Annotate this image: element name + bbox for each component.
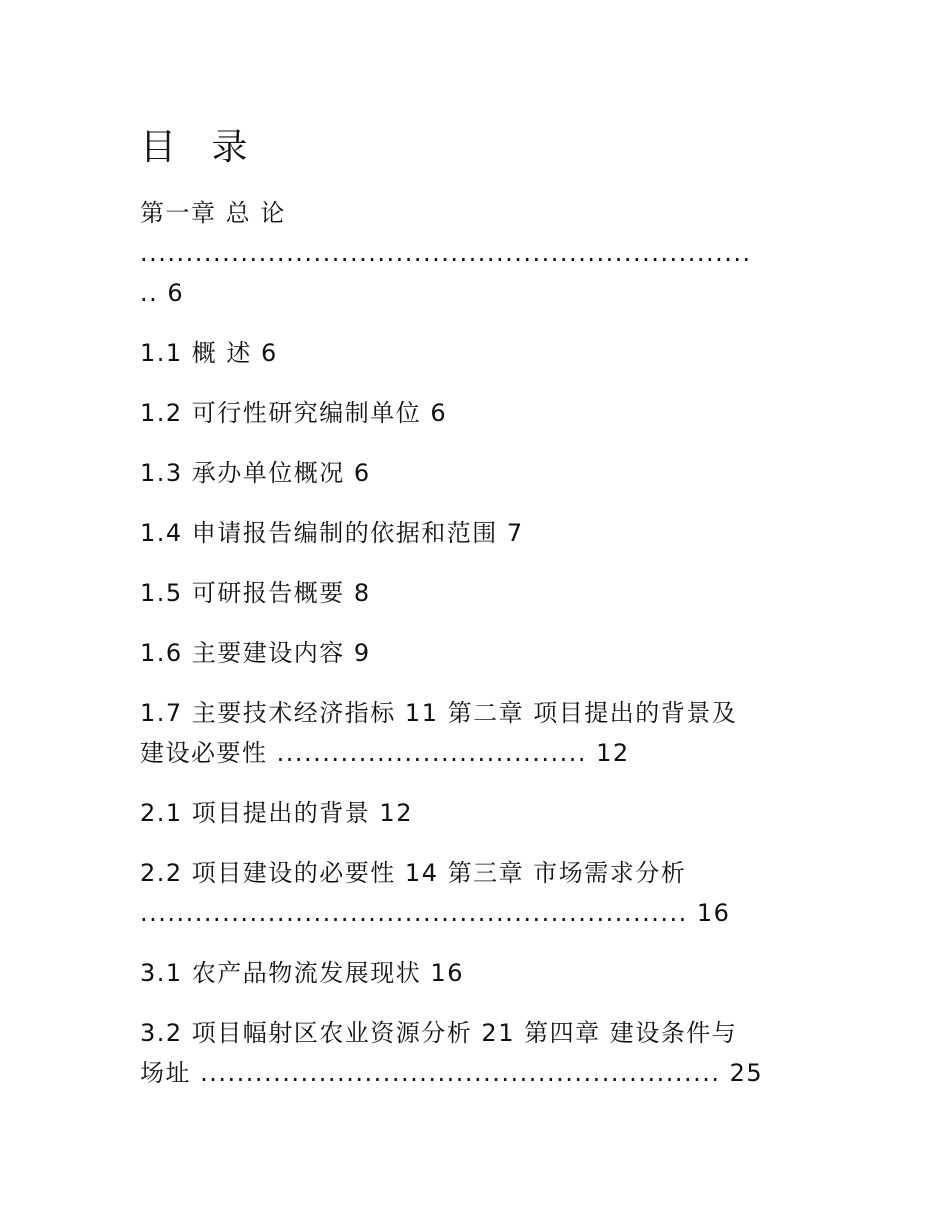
toc-line: 1.2 可行性研究编制单位 6 xyxy=(140,399,448,427)
toc-line: 1.6 主要建设内容 9 xyxy=(140,639,371,667)
toc-line: .. 6 xyxy=(140,279,185,307)
toc-line: 3.2 项目幅射区农业资源分析 21 第四章 建设条件与 xyxy=(140,1019,738,1047)
toc-line: 3.1 农产品物流发展现状 16 xyxy=(140,959,464,987)
toc-title: 目 录 xyxy=(140,127,260,168)
line-spacer xyxy=(140,373,810,393)
line-spacer xyxy=(140,933,810,953)
line-spacer xyxy=(140,553,810,573)
line-spacer xyxy=(140,433,810,453)
toc-line: ................................................................... xyxy=(140,239,752,267)
line-spacer xyxy=(140,313,810,333)
line-spacer xyxy=(140,993,810,1013)
line-spacer xyxy=(140,493,810,513)
toc-line: 1.3 承办单位概况 6 xyxy=(140,459,371,487)
line-spacer xyxy=(140,673,810,693)
toc-list xyxy=(140,193,810,1093)
toc-line: ............................................................ 16 xyxy=(140,899,731,927)
toc-line: 2.1 项目提出的背景 12 xyxy=(140,799,413,827)
line-spacer xyxy=(140,613,810,633)
line-spacer xyxy=(140,833,810,853)
line-spacer xyxy=(140,773,810,793)
toc-line: 建设必要性 .................................. 12 xyxy=(140,739,630,767)
toc-line: 2.2 项目建设的必要性 14 第三章 市场需求分析 xyxy=(140,859,687,887)
toc-line: 1.4 申请报告编制的依据和范围 7 xyxy=(140,519,524,547)
toc-line: 第一章 总 论 xyxy=(140,199,286,227)
toc-line: 1.1 概 述 6 xyxy=(140,339,278,367)
toc-line: 1.5 可研报告概要 8 xyxy=(140,579,371,607)
toc-line: 1.7 主要技术经济指标 11 第二章 项目提出的背景及 xyxy=(140,699,738,727)
toc-line: 场址 ......................................................... 25 xyxy=(140,1059,764,1087)
